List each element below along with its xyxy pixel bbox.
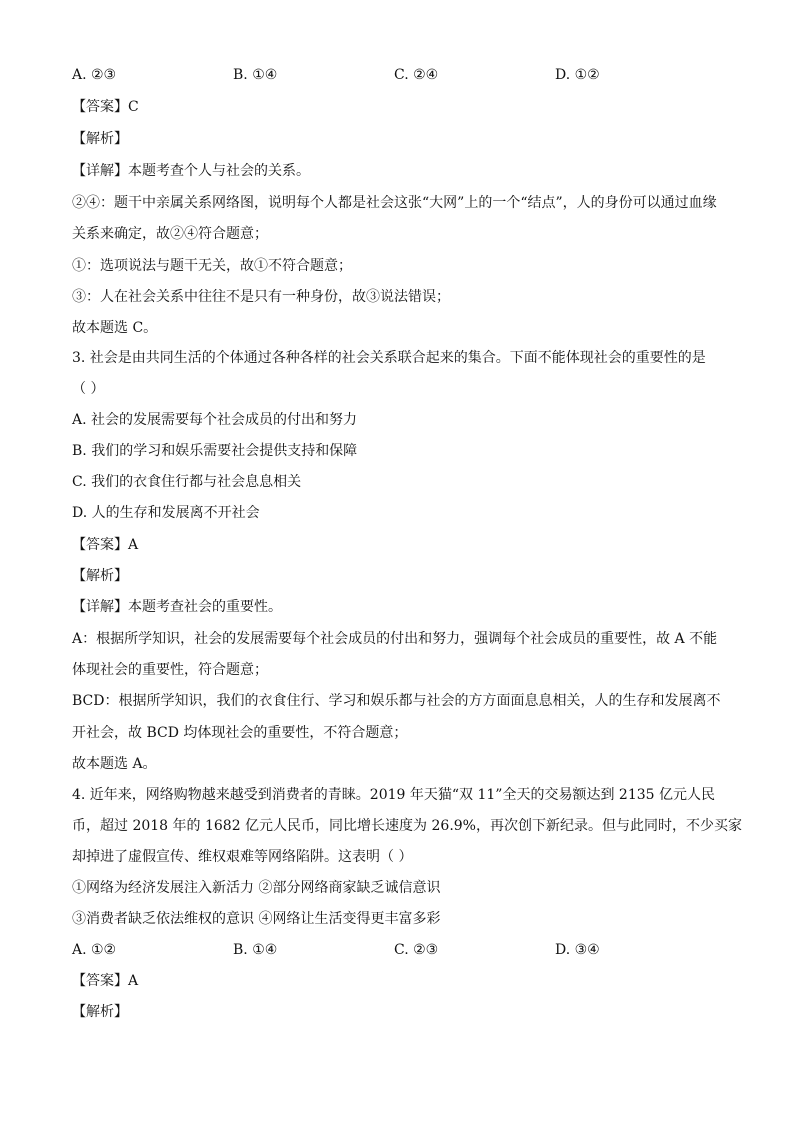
option-a: A. ①②	[72, 942, 117, 958]
q3-explanation-2b: 开社会，故 BCD 均体现社会的重要性，不符合题意；	[72, 725, 408, 741]
q3-stem: 3. 社会是由共同生活的个体通过各种各样的社会关系联合起来的集合。下面不能体现社会的重要性的是	[72, 350, 706, 366]
q4-stem-3: 却掉进了虚假宣传、维权艰难等网络陷阱。这表明（ ）	[72, 849, 413, 865]
q3-option-c: C. 我们的衣食住行都与社会息息相关	[72, 474, 302, 490]
q3-detail: 【详解】本题考查社会的重要性。	[72, 599, 282, 615]
option-d: D. ③④	[555, 942, 600, 958]
q3-option-a: A. 社会的发展需要每个社会成员的付出和努力	[72, 412, 358, 428]
q3-answer: 【答案】A	[72, 537, 139, 553]
q2-explanation-3: ③：人在社会关系中往往不是只有一种身份，故③说法错误；	[72, 289, 450, 305]
q3-option-b: B. 我们的学习和娱乐需要社会提供支持和保障	[72, 443, 358, 459]
q4-items-1: ①网络为经济发展注入新活力 ②部分网络商家缺乏诚信意识	[72, 880, 441, 896]
q3-option-d: D. 人的生存和发展离不开社会	[72, 505, 260, 521]
q4-analysis-heading: 【解析】	[72, 1004, 128, 1020]
option-b: B. ①④	[233, 942, 278, 958]
q4-items-2: ③消费者缺乏依法维权的意识 ④网络让生活变得更丰富多彩	[72, 911, 441, 927]
q3-explanation-2: BCD：根据所学知识，我们的衣食住行、学习和娱乐都与社会的方方面面息息相关，人的生存和发展离不	[72, 693, 721, 709]
q2-conclusion: 故本题选 C。	[72, 320, 158, 336]
q2-answer: 【答案】C	[72, 99, 139, 115]
q4-stem-1: 4. 近年来，网络购物越来越受到消费者的青睐。2019 年天猫“双 11”全天的交易额达到 2135 亿元人民	[72, 787, 715, 803]
q4-options-row	[72, 940, 732, 960]
q2-detail: 【详解】本题考查个人与社会的关系。	[72, 163, 310, 179]
q4-stem-2: 币，超过 2018 年的 1682 亿元人民币，同比增长速度为 26.9%，再次创下新纪录。但与此同时，不少买家	[72, 818, 742, 834]
q2-explanation-2: ①：选项说法与题干无关，故①不符合题意；	[72, 258, 352, 274]
q2-options-row	[72, 65, 732, 85]
q4-answer: 【答案】A	[72, 973, 139, 989]
q3-explanation-1: A：根据所学知识，社会的发展需要每个社会成员的付出和努力，强调每个社会成员的重要性，故 A 不能	[72, 631, 718, 647]
q2-explanation-1: ②④：题干中亲属关系网络图，说明每个人都是社会这张“大网”上的一个“结点”，人的身份可以通过血缘	[72, 195, 717, 211]
option-d: D. ①②	[555, 67, 600, 83]
q2-analysis-heading: 【解析】	[72, 131, 128, 147]
q3-stem-blank: （ ）	[72, 381, 105, 397]
q3-explanation-1b: 体现社会的重要性，符合题意；	[72, 662, 268, 678]
option-b: B. ①④	[233, 67, 278, 83]
q2-explanation-1b: 关系来确定，故②④符合题意；	[72, 226, 268, 242]
option-c: C. ②④	[394, 67, 439, 83]
q3-conclusion: 故本题选 A。	[72, 756, 157, 772]
option-c: C. ②③	[394, 942, 439, 958]
option-a: A. ②③	[72, 67, 117, 83]
q3-analysis-heading: 【解析】	[72, 568, 128, 584]
